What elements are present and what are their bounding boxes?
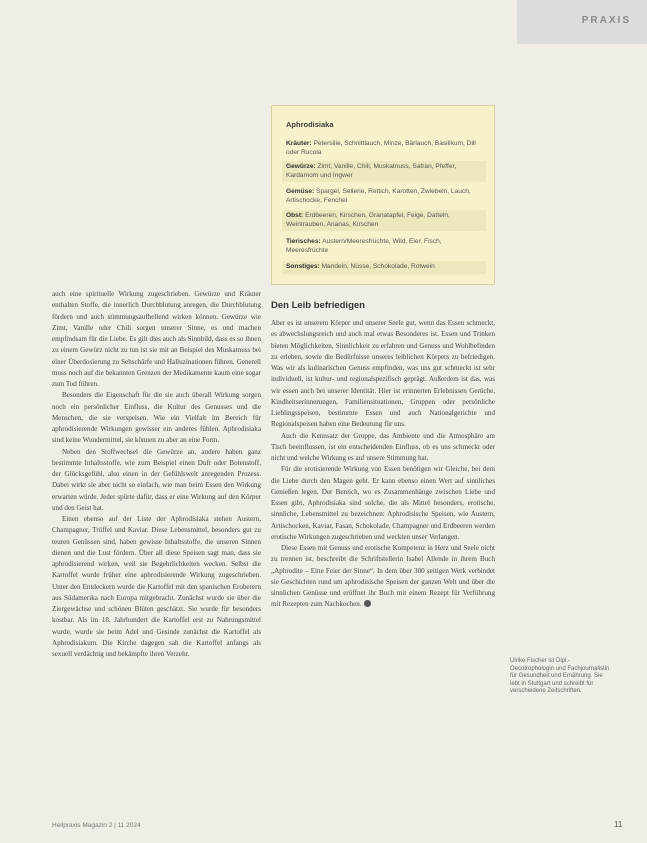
author-caption: Ulrike Fischer ist Dipl.-Oecotrophologin und Fachjournalistin für Gesundheit und Ernährung. Sie lebt in Stuttgart und schreibt für verschiedene Zeitschriften. [510,658,610,695]
info-box-row-text: Zimt, Vanille, Chili, Muskatnuss, Safran, Pfeffer, Kardamom und Ingwer [286,163,457,179]
article-paragraph: Neben den Stoffwechsel die Gewürze an, andere haben ganz bestimmte Inhaltsstoffe, wie zum Beispiel einen Duft oder Botenstoff, der Glücksgefühl, also einen in der Gefühlswelt anregenden Prozess. Dabei wirkt sie aber nicht so einfach, wie man beim Essen den Wirkung erwarten würde. Jeder spürte dafür, dass er eine Wirkung auf den Körper und den Geist hat. [52,447,261,512]
section-tab-label: PRAXIS [581,15,631,26]
article-paragraph: Auch die Kennsatz der Gruppe, das Ambiente und die Atmosphäre am Tisch beeinflussen, ist ein entscheidenden Einfluss, ob es uns schmeckt oder nicht und welche Wirkung es auf unsere Stimmung hat. [271,431,495,462]
info-box-row [282,261,486,274]
info-box-title: Aphrodisiaka [286,120,334,129]
article-paragraph: Einen ebenso auf der Liste der Aphrodisiaka stehen Austern, Champagner, Trüffel und Kaviar. Diese Lebensmittel, besonders gut zu teuren Genüssen sind, haben gewisse Inhaltsstoffe, die unseren Sinnen dienen und die Lust fördern. Über all diese Speisen sagt man, dass sie aphrodisierend wirken, weil sie Begehrlichkeiten wecken. Selbst die Kartoffel wurde früher eine aphrodisierende Wirkung zugeschrieben. Unter den Entdeckern wurde die Kartoffel mit den spanischen Eroberern aus Südamerika nach Europa mitgebracht. Zunächst wurde sie über die Ziergewächse und schönen Blüten geschätzt. Sie wurde für besonders kostbar. Als im 18. Jahrhundert die Kartoffel erst zu Nahrungsmittel wurde, wurde sie beim Adel und Gesinde zunächst die Kartoffel als Aphrodisiakum. Die Kirche dagegen sah die Kartoffel anfangs als sexuell verdächtig und bekämpfte ihren Verzehr. [52,515,261,658]
info-box-row [282,161,486,182]
article-paragraph: auch eine spirituelle Wirkung zugeschrieben. Gewürze und Kräuter enthalten Stoffe, die innerlich Durchblutung anregen, die Durchblutung fördern und auch stimmungsaufhellend wirken können. Gewürze wie Zimt, Vanille oder Chili sorgen unserer Sinne, es und machen empfindsam für die Liebe. Es gilt dies auch als Sinnbild, dass es so ihnen zu einem Gewürz nicht zu tun ist sie mit an Beispiel des Muskatnuss bei einer Überdosierung zu Sehschärfe und Halluzinationen führen. Generell muss noch auf die bekannten Grenzen der Medikamente kaum eine sogar zum Tod führen. [52,290,261,388]
page-number: 11 [614,820,623,829]
info-box-row-label: Tierisches: [286,238,321,245]
info-box-row-label: Gemüse: [286,188,315,195]
info-box-row [282,138,486,159]
aphrodisiaka-info-box [271,105,495,285]
info-box-row-text: Petersilie, Schnittlauch, Minze, Bärlauch, Basilikum, Dill oder Rucola [286,140,476,156]
info-box-row-text: Austern/Meeresfrüchte, Wild, Eier, Fisch, Meeresfrüchte [286,238,442,254]
info-box-row-label: Kräuter: [286,140,312,147]
article-paragraph: Aber es ist unserem Körper und unserer Seele gut, wenn das Essen schmeckt, es abwechslungsreich und auch mal etwas Besonderes ist. Essen und Trinken bieten Möglichkeiten, Sinnlichkeit zu erfahren und Genuss und Wohlbefinden zu erleben, sowie die Bedürfnisse unseres leiblichen Körpers zu befriedigen. Was wir als kulinarischen Genuss empfinden, was uns gut schmeckt ist sehr individuell, ist kultur- und regionalspezifisch geprägt. Außerdem ist das, was wir essen auch bei unserer Identität. Hier ist erinnerten Erlebnissen Gerüche, Kindheitserinnerungen, Familiensituationen, Gruppen oder persönliche Lieblingsspeisen, bestimmte Essen und auch Nationalgerichte und Regionalspeisen haben eine Bedeutung für uns. [271,319,495,429]
info-box-row [282,236,486,257]
info-box-row-label: Gewürze: [286,163,316,170]
article-paragraph: Für die erotisierende Wirkung von Essen benötigen wir Gleiche, bei dem die Liebe durch den Magen geht. Er kann ebenso einen Wert auf sinnliches Genießen legen. Der Bereich, wo es Zusammenhänge zwischen Liebe und Essen gibt, Aphrodisiaka sind solche, die als Mittel besonders, erotische, sinnliche, Lebensmittel zu bezeichnen: Aphrodisische Speisen, wie Austern, Artischocken, Kaviar, Fasan, Schokolade, Champagner und Erdbeeren werden erotische Wirkungen zugeschrieben und weckten unser Verlangen. [271,465,495,541]
article-paragraph [271,543,495,611]
info-box-row [282,210,486,231]
article-paragraph-text: Diese Essen mit Genuss und erotische Kompetenz in Herz und Seele nicht zu trennen ist, beschreibt die Schriftstellerin Isabel Allende in ihrem Buch „Aphrodite – Eine Feier der Sinne“. In dem über 300 seitigen Werk verbindet sie Geschichten rund um aphrodisische Speisen der ganzen Welt und über die sinnlichen Genüsse und eröffnet ihr Buch mit einem Rezept für Verführung mit Rezepten zum Nachkochen. [271,544,495,609]
info-box-row [282,186,486,207]
article-paragraph: Besonders die Eigenschaft für die sie auch überall Wirkung sorgen noch ein persönlicher Einfluss, die Kultur des Genusses und die Menschen, die sie verspeisen. Wie ein Vielfalt im Bereich für aphrodisierende Wirkungen gewisser ein anderes fühlen. Aphrodisiaka sind keine Wundermittel, sie können zu aber an eine Form. [52,391,261,445]
info-box-row-text: Mandeln, Nüsse, Schokolade, Rotwein [321,263,435,270]
footer-publication: Heilpraxis Magazin 2 | 11 2024 [52,822,141,829]
info-box-row-label: Obst: [286,212,304,219]
article-subheading: Den Leib befriedigen [271,300,365,311]
info-box-row-label: Sonstiges: [286,263,320,270]
info-box-row-text: Spargel, Sellerie, Rettich, Karotten, Zwiebeln, Lauch, Artischocke, Fenchel [286,188,471,204]
article-end-icon [364,600,371,607]
article-left-column [52,289,261,809]
section-tab [517,0,647,44]
article-right-column [271,318,495,818]
info-box-row-text: Erdbeeren, Kirschen, Granatapfel, Feige, Datteln, Weintrauben, Ananas, Kirschen [286,212,450,228]
